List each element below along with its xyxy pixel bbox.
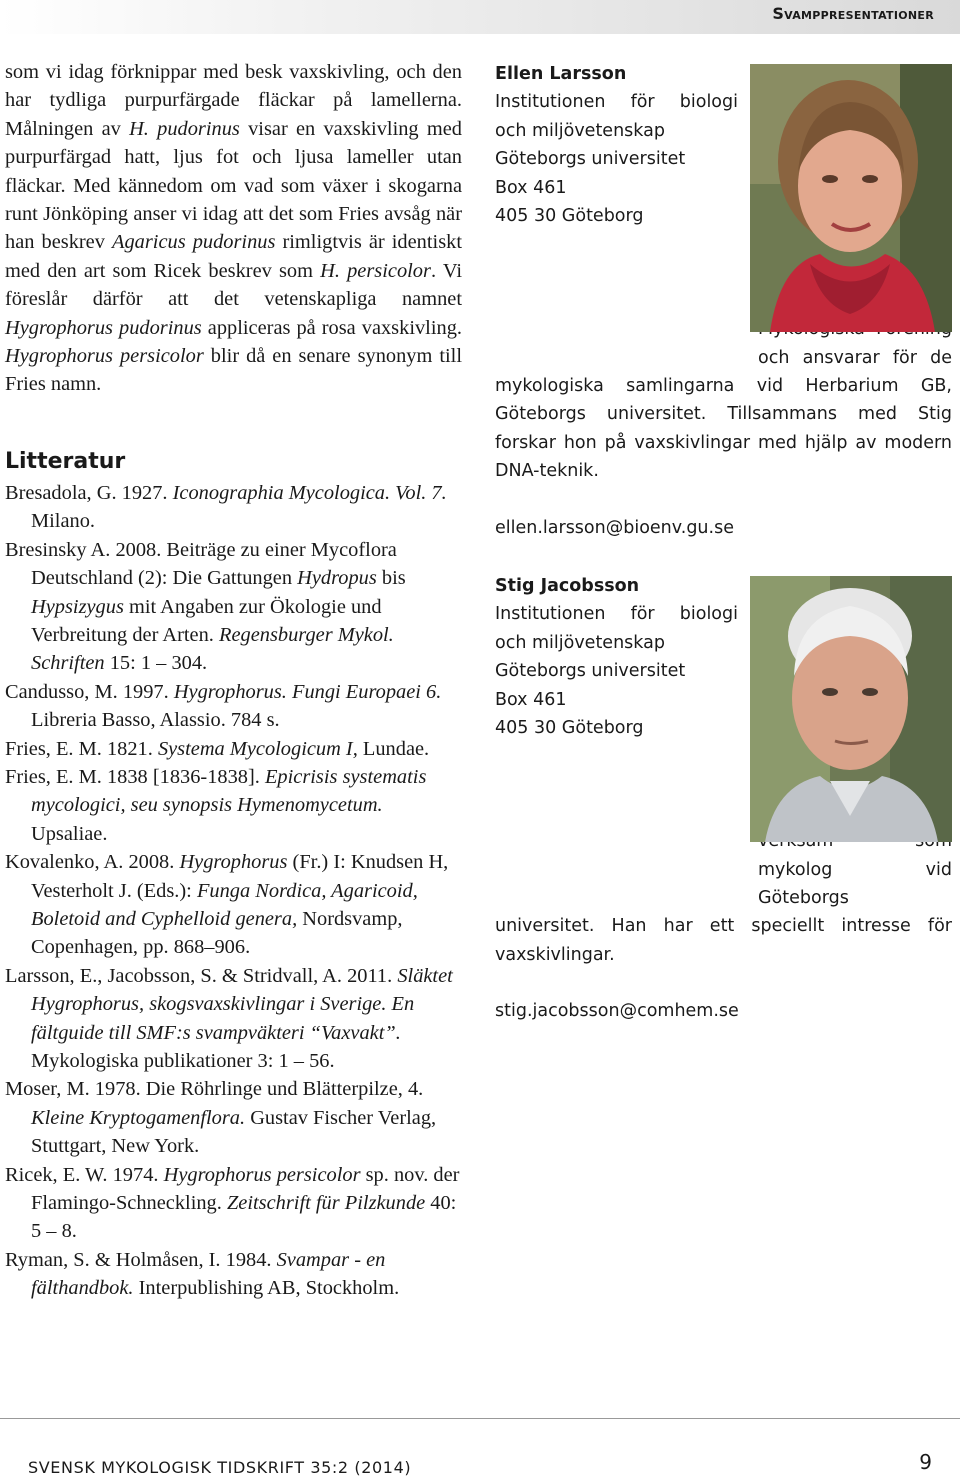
- reference-list: [5, 479, 462, 1303]
- address-line: och miljövetenskap: [495, 120, 665, 141]
- italic-text-run: Släktet Hygrophorus, skogsvaxskivlingar i Sverige. En fältguide till SMF:s svampväkteri “Vaxvakt”.: [31, 964, 453, 1044]
- reference-entry: [5, 1075, 462, 1160]
- italic-text-run: Agaricus pudorinus: [112, 231, 276, 254]
- text-run: Gustav Fischer Verlag, Stuttgart, New York.: [31, 1106, 437, 1158]
- italic-text-run: Hygrophorus pudorinus: [5, 316, 202, 339]
- italic-text-run: Iconographia Mycologica. Vol. 7.: [172, 481, 447, 504]
- text-run: Bresinsky A. 2008. Beiträge zu einer Mycoflora Deutschland (2): Die Gattungen: [5, 538, 397, 590]
- italic-text-run: Hypsizygus: [31, 595, 124, 618]
- italic-text-run: Hygrophorus. Fungi Europaei 6.: [173, 680, 442, 703]
- italic-text-run: Hydropus: [297, 567, 377, 590]
- address-line: Box 461: [495, 177, 567, 198]
- italic-text-run: Kleine Kryptogamenflora.: [31, 1106, 246, 1129]
- text-run: Kovalenko, A. 2008.: [5, 851, 180, 874]
- address-line: 405 30 Göteborg: [495, 718, 644, 739]
- text-run: mit Angaben zur Ökologie und Verbreitung der Arten.: [31, 595, 382, 646]
- reference-entry: [5, 678, 462, 735]
- text-run: blir då en senare synonym till Fries namn.: [5, 345, 463, 396]
- text-run: bis: [376, 567, 406, 590]
- text-run: Lundae.: [357, 737, 430, 760]
- author-email: ellen.larsson@bioenv.gu.se: [495, 517, 734, 538]
- text-run: appliceras på rosa vaxskivling.: [201, 316, 462, 339]
- left-column: [5, 58, 462, 1303]
- text-run: Fries, E. M. 1838 [1836-1838].: [5, 765, 265, 788]
- reference-entry: [5, 536, 462, 678]
- text-run: Milano.: [31, 510, 95, 533]
- italic-text-run: H. pudorinus: [129, 117, 240, 140]
- reference-entry: [5, 962, 462, 1076]
- reference-entry: [5, 479, 462, 536]
- italic-text-run: Zeitschrift für Pilzkunde: [226, 1192, 426, 1215]
- italic-text-run: H. persicolor: [320, 259, 431, 282]
- address-line: och miljövetenskap: [495, 632, 665, 653]
- address-line: Institutionen för biologi: [495, 92, 738, 113]
- journal-name: SVENSK MYKOLOGISK TIDSKRIFT 35:2 (2014): [28, 1458, 412, 1477]
- author-address: [495, 572, 738, 742]
- italic-text-run: Funga Nordica, Agaricoid, Boletoid and Cyphelloid genera,: [31, 879, 418, 930]
- literature-heading: Litteratur: [5, 448, 126, 474]
- reference-entry: [5, 763, 462, 848]
- reference-entry: [5, 1246, 462, 1303]
- text-run: Ricek, E. W. 1974.: [5, 1163, 164, 1186]
- footer-rule: [0, 1418, 960, 1419]
- text-run: Fries, E. M. 1821.: [5, 737, 158, 760]
- text-run: Bresadola, G. 1927.: [5, 481, 173, 504]
- italic-text-run: Epicrisis systematis mycologici, seu synopsis Hymenomycetum.: [31, 765, 427, 817]
- text-run: Ryman, S. & Holmåsen, I. 1984.: [5, 1248, 277, 1271]
- text-run: sp. nov. der Flamingo-Schneckling.: [31, 1163, 460, 1215]
- italic-text-run: Systema Mycologicum I,: [157, 737, 358, 760]
- italic-text-run: Hygrophorus persicolor: [5, 345, 204, 368]
- italic-text-run: Hygrophorus persicolor: [163, 1163, 361, 1186]
- text-run: Candusso, M. 1997.: [5, 680, 174, 703]
- text-run: 40: 5 – 8.: [31, 1192, 457, 1243]
- section-title: Svamppresentationer: [772, 4, 934, 23]
- text-run: Upsaliae.: [31, 822, 108, 845]
- address-line: Box 461: [495, 689, 567, 710]
- text-run: Interpublishing AB, Stockholm.: [133, 1277, 400, 1300]
- text-run: som vi idag förknippar med besk vaxskivling, och den har tydliga purpurfärgade fläckar på lamellerna. Målningen av: [5, 61, 462, 140]
- text-run: 15: 1 – 304.: [104, 652, 208, 675]
- author-bio: och ansvarar för de mykologiska samlingarna vid Herbarium GB, Göteborgs universitet. Tillsammans med Stig forskar hon på vaxskivlingar med hjälp av modern DNA-teknik.: [495, 347, 952, 482]
- author-address: [495, 60, 738, 230]
- portrait-photo-ellen-larsson: [750, 64, 952, 332]
- address-line: 405 30 Göteborg: [495, 206, 644, 227]
- reference-entry: [5, 1161, 462, 1246]
- portrait-photo-stig-jacobsson: [750, 576, 952, 842]
- text-run: (Fr.) I: Knudsen H, Vesterholt J. (Eds.):: [31, 851, 449, 902]
- text-run: . Vi föreslår därför att det vetenskapliga namnet: [5, 259, 462, 311]
- text-run: Libreria Basso, Alassio. 784 s.: [31, 709, 280, 732]
- author-bio: mykolog vid Göteborgs universitet. Han har ett speciellt intresse för vaxskivlingar.: [495, 859, 952, 965]
- author-email: stig.jacobsson@comhem.se: [495, 1001, 739, 1022]
- address-line: Göteborgs universitet: [495, 149, 686, 170]
- italic-text-run: Svampar - en fälthandbok.: [31, 1248, 386, 1300]
- text-run: Nordsvamp, Copenhagen, pp. 868–906.: [31, 907, 403, 959]
- text-run: rimligtvis är identiskt med den art som Ricek beskrev som: [5, 231, 462, 282]
- italic-text-run: Regensburger Mykol. Schriften: [31, 623, 394, 675]
- italic-text-run: Hygrophorus: [179, 851, 288, 874]
- text-run: Larsson, E., Jacobsson, S. & Stridvall, A. 2011.: [5, 964, 398, 987]
- author-name: Stig Jacobsson: [495, 576, 640, 596]
- author-name: Ellen Larsson: [495, 64, 627, 84]
- address-line: Göteborgs universitet: [495, 661, 686, 682]
- text-run: Moser, M. 1978. Die Röhrlinge und Blätterpilze, 4.: [5, 1078, 424, 1101]
- address-line: Institutionen för biologi: [495, 604, 738, 625]
- text-run: Mykologiska publikationer 3: 1 – 56.: [31, 1050, 335, 1072]
- text-run: visar en vaxskivling med purpurfärgad hatt, ljus fot och ljusa lameller utan fläckar. Med kännedom om vad som växer i skogarna runt Jönköping anser vi idag att det som Fries avsåg när han beskrev: [5, 117, 462, 254]
- reference-entry: [5, 848, 462, 962]
- page-number: 9: [919, 1450, 932, 1474]
- reference-entry: [5, 735, 462, 763]
- intro-paragraph: [5, 58, 462, 399]
